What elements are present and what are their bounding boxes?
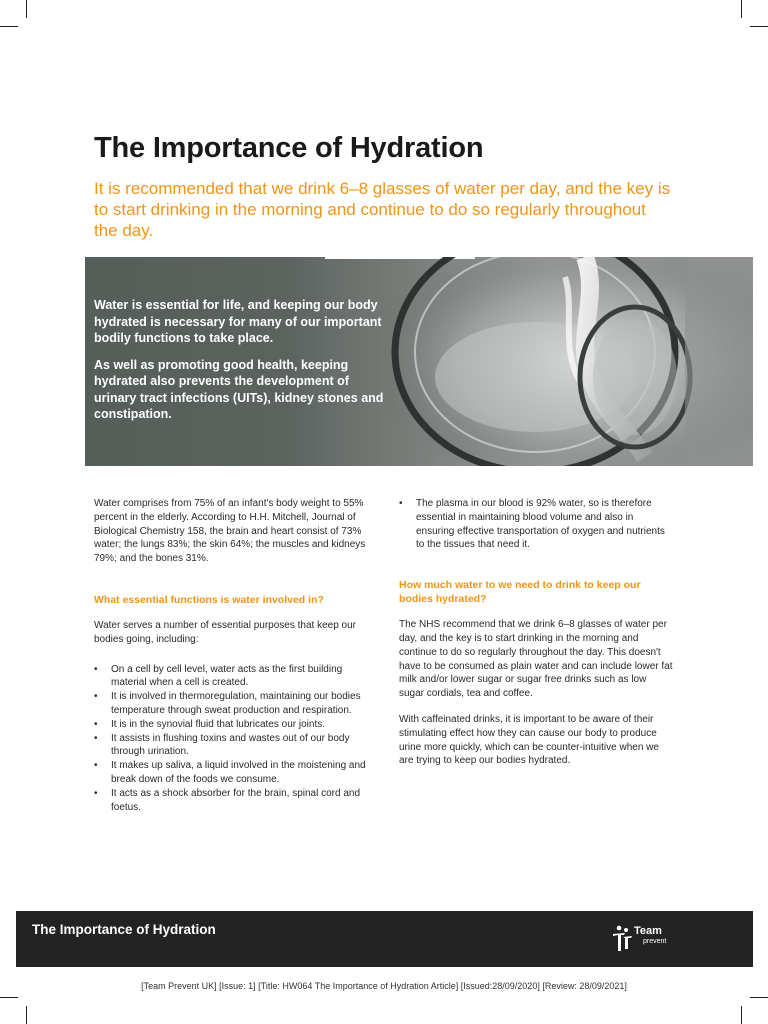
logo-wordmark: Team: [634, 925, 662, 937]
page-title: The Importance of Hydration: [94, 132, 484, 164]
functions-list: [94, 663, 374, 815]
crop-mark: [750, 997, 768, 998]
crop-mark: [741, 1006, 742, 1024]
crop-mark: [0, 997, 18, 998]
footer-bar: [16, 911, 753, 967]
body-paragraph: The NHS recommend that we drink 6–8 glasses of water per day, and the key is to start drinking in the morning and continue to do so regularly throughout the day. This doesn't have to be consumed as plain water and can include lower fat milk and/or lower sugar or sugar free drinks such as low sugar cordials, tea and coffee.: [399, 619, 673, 700]
section-heading: What essential functions is water involved in?: [94, 593, 324, 606]
right-column: [399, 497, 674, 768]
water-glass-image: [385, 257, 753, 466]
crop-mark: [26, 1006, 27, 1024]
hero-paragraph: As well as promoting good health, keeping hydrated also prevents the development of urinary tract infections (UITs), kidney stones and constipation.: [94, 357, 384, 421]
crop-mark: [26, 0, 27, 18]
list-item: • It acts as a shock absorber for the brain, spinal cord and foetus.: [94, 787, 374, 815]
people-logo-icon: [612, 925, 634, 953]
body-paragraph: With caffeinated drinks, it is important to be aware of their stimulating effect how they can cause our body to produce urine more quickly, which can be counter-intuitive when we are trying to keep our bodies hydrated.: [399, 713, 659, 767]
crop-mark: [750, 26, 768, 27]
list-item: • It is involved in thermoregulation, maintaining our bodies temperature through sweat production and respiration.: [94, 690, 374, 718]
lead-paragraph: Water serves a number of essential purposes that keep our bodies going, including:: [94, 619, 356, 645]
plasma-list: [399, 497, 674, 552]
list-item: • The plasma in our blood is 92% water, so is therefore essential in maintaining blood volume and also in ensuring effective transportation of oxygen and nutrients to the tissues that need it.: [399, 497, 674, 552]
hero-text: [94, 297, 384, 433]
crop-mark: [0, 26, 18, 27]
list-item: • On a cell by cell level, water acts as the first building material when a cell is created.: [94, 663, 374, 691]
page-subtitle: It is recommended that we drink 6–8 glasses of water per day, and the key is to start drinking in the morning and continue to do so regularly throughout the day.: [94, 179, 671, 240]
footer-title: The Importance of Hydration: [32, 922, 216, 937]
logo-subtext: prevent: [643, 938, 667, 945]
list-item: • It assists in flushing toxins and wastes out of our body through urination.: [94, 732, 374, 760]
section-heading: How much water to we need to drink to keep our bodies hydrated?: [399, 579, 641, 606]
list-item: • It is in the synovial fluid that lubricates our joints.: [94, 718, 374, 732]
left-column: [94, 497, 374, 814]
crop-mark: [741, 0, 742, 18]
document-reference: [Team Prevent UK] [Issue: 1] [Title: HW064 The Importance of Hydration Article] [Issued:28/09/2020] [Review: 28/09/2021]: [141, 981, 627, 991]
list-item: • It makes up saliva, a liquid involved in the moistening and break down of the foods we consume.: [94, 759, 374, 787]
team-prevent-logo: [612, 925, 682, 953]
intro-paragraph: Water comprises from 75% of an infant's body weight to 55% percent in the elderly. According to H.H. Mitchell, Journal of Biological Chemistry 158, the brain and heart consist of 73% water; the lungs 83%; the skin 64%; the muscles and kidneys 79%; and the bones 31%.: [94, 498, 366, 565]
hero-banner: [85, 257, 753, 466]
hero-paragraph: Water is essential for life, and keeping our body hydrated is necessary for many of our important bodily functions to take place.: [94, 298, 382, 345]
